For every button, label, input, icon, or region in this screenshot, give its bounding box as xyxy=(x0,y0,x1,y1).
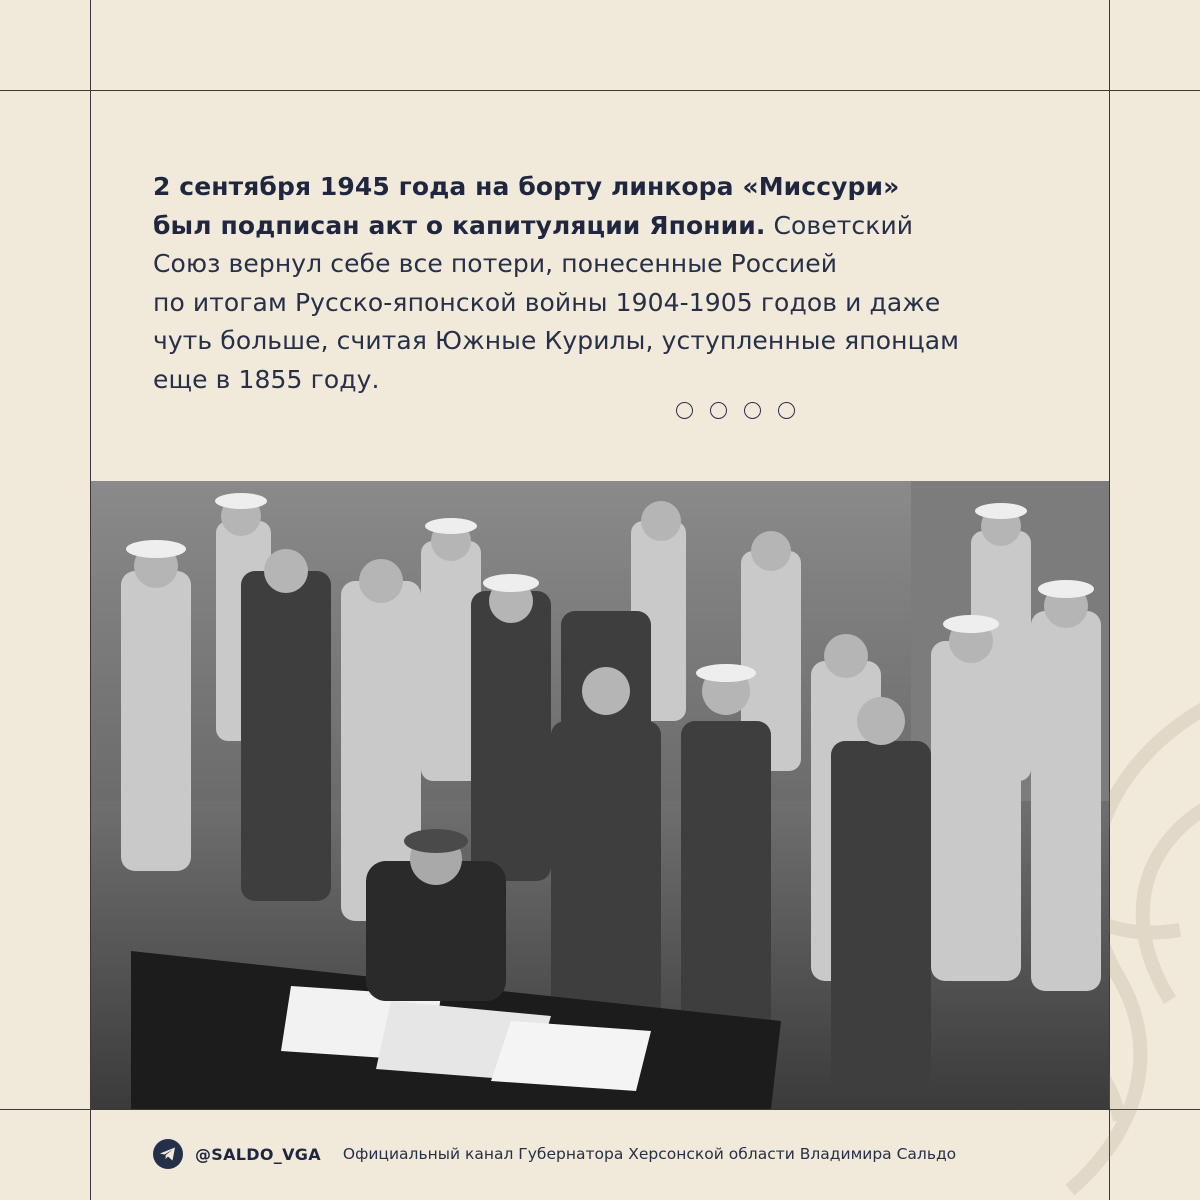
article-line-1 xyxy=(153,168,1073,207)
frame-line-top xyxy=(0,90,1200,91)
carousel-dot-3[interactable] xyxy=(744,402,761,419)
telegram-icon[interactable] xyxy=(153,1139,183,1169)
article-rest-line-2: Советский xyxy=(765,210,914,240)
article-lead-line-2: был подписан акт о капитуляции Японии. xyxy=(153,210,766,240)
channel-handle[interactable]: @SALDO_VGA xyxy=(195,1144,321,1164)
carousel-dot-2[interactable] xyxy=(710,402,727,419)
article-line-4: по итогам Русско-японской войны 1904-1905 годов и даже xyxy=(153,287,941,317)
article-text xyxy=(153,168,1073,399)
carousel-dot-4[interactable] xyxy=(778,402,795,419)
article-line-5: чуть больше, считая Южные Курилы, уступленные японцам xyxy=(153,326,960,355)
article-lead-line-1: 2 сентября 1945 года на борту линкора «Миссури» xyxy=(153,172,900,201)
article-line-2 xyxy=(153,207,1073,246)
photo-illustration xyxy=(91,481,1109,1109)
channel-caption: Официальный канал Губернатора Херсонской области Владимира Сальдо xyxy=(342,1145,957,1163)
carousel-dot-1[interactable] xyxy=(676,402,693,419)
article-line-3: Союз вернул себе все потери, понесенные Россией xyxy=(153,249,838,278)
footer xyxy=(153,1138,956,1170)
signing-ceremony-photo xyxy=(91,481,1109,1109)
article-line-6: еще в 1855 году. xyxy=(153,364,380,394)
carousel-indicator xyxy=(676,402,795,419)
